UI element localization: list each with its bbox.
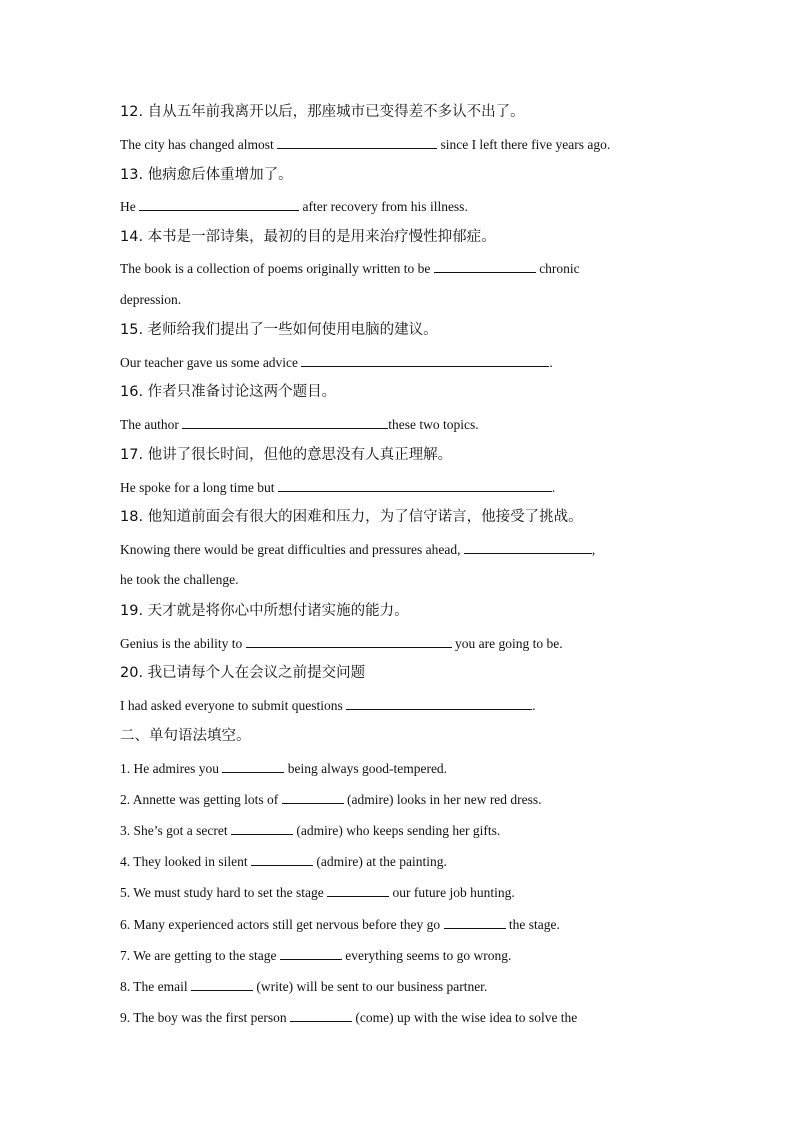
grammar-8-text-after: (write) will be sent to our business partner. — [252, 979, 488, 994]
question-16-chinese: 16. 作者只准备讨论这两个题目。 — [120, 384, 337, 400]
grammar-item-5 — [120, 883, 515, 902]
question-14-english — [120, 259, 580, 278]
grammar-7-blank[interactable] — [280, 946, 342, 960]
grammar-4-blank[interactable] — [251, 852, 313, 866]
grammar-item-3 — [120, 821, 500, 840]
grammar-8-text-before: 8. The email — [120, 979, 191, 994]
question-12-text-after: since I left there five years ago. — [437, 137, 611, 152]
grammar-6-text-before: 6. Many experienced actors still get nervous before they go — [120, 917, 444, 932]
grammar-2-blank[interactable] — [282, 790, 344, 804]
question-17-english — [120, 478, 555, 497]
question-19-blank[interactable] — [246, 634, 452, 648]
grammar-item-1 — [120, 759, 447, 778]
question-16-blank[interactable] — [182, 415, 388, 429]
question-18-text-before: Knowing there would be great difficulties and pressures ahead, — [120, 542, 464, 557]
question-20-chinese: 20. 我已请每个人在会议之前提交问题 — [120, 665, 366, 681]
grammar-item-6 — [120, 915, 560, 934]
question-19-english — [120, 634, 563, 653]
question-14-english-continued: depression. — [120, 292, 182, 307]
question-12-english — [120, 135, 610, 154]
grammar-7-text-before: 7. We are getting to the stage — [120, 948, 280, 963]
question-17-text-before: He spoke for a long time but — [120, 480, 278, 495]
grammar-1-text-before: 1. He admires you — [120, 761, 223, 776]
question-20-text-after: . — [532, 698, 536, 713]
question-19-text-before: Genius is the ability to — [120, 636, 246, 651]
question-12-chinese: 12. 自从五年前我离开以后，那座城市已变得差不多认不出了。 — [120, 104, 525, 120]
question-13-text-before: He — [120, 199, 140, 214]
grammar-2-text-before: 2. Annette was getting lots of — [120, 792, 282, 807]
question-14-chinese: 14. 本书是一部诗集，最初的目的是用来治疗慢性抑郁症。 — [120, 229, 496, 245]
grammar-3-text-before: 3. She’s got a secret — [120, 823, 231, 838]
grammar-3-text-after: (admire) who keeps sending her gifts. — [292, 823, 501, 838]
question-15-chinese: 15. 老师给我们提出了一些如何使用电脑的建议。 — [120, 322, 438, 338]
grammar-4-text-after: (admire) at the painting. — [313, 854, 447, 869]
grammar-item-9 — [120, 1008, 577, 1027]
question-17-chinese: 17. 他讲了很长时间，但他的意思没有人真正理解。 — [120, 447, 453, 463]
question-17-text-after: . — [551, 480, 556, 495]
grammar-9-text-before: 9. The boy was the first person — [120, 1010, 290, 1025]
question-15-english — [120, 353, 553, 372]
question-18-chinese: 18. 他知道前面会有很大的困难和压力，为了信守诺言，他接受了挑战。 — [120, 509, 583, 525]
question-13-chinese: 13. 他病愈后体重增加了。 — [120, 167, 293, 183]
grammar-item-2 — [120, 790, 542, 809]
question-18-english — [120, 540, 595, 559]
question-13-english — [120, 197, 468, 216]
grammar-5-text-before: 5. We must study hard to set the stage — [120, 885, 328, 900]
question-12-blank[interactable] — [277, 135, 437, 149]
grammar-1-text-after: being always good-tempered. — [284, 761, 448, 776]
grammar-5-blank[interactable] — [327, 883, 389, 897]
question-16-english — [120, 415, 479, 434]
grammar-item-8 — [120, 977, 487, 996]
grammar-9-text-after: (come) up with the wise idea to solve the — [351, 1010, 578, 1025]
grammar-1-blank[interactable] — [222, 759, 284, 773]
grammar-7-text-after: everything seems to go wrong. — [341, 948, 512, 963]
question-12-text-before: The city has changed almost — [120, 137, 278, 152]
question-19-text-after: you are going to be. — [451, 636, 563, 651]
question-15-blank[interactable] — [301, 353, 549, 367]
grammar-item-4 — [120, 852, 447, 871]
question-20-blank[interactable] — [346, 696, 532, 710]
question-13-blank[interactable] — [139, 197, 299, 211]
grammar-5-text-after: our future job hunting. — [389, 885, 515, 900]
grammar-2-text-after: (admire) looks in her new red dress. — [343, 792, 542, 807]
grammar-6-blank[interactable] — [444, 915, 506, 929]
grammar-3-blank[interactable] — [231, 821, 293, 835]
question-18-english-continued: he took the challenge. — [120, 572, 239, 587]
question-18-text-after: , — [591, 542, 596, 557]
question-16-text-after: these two topics. — [388, 417, 479, 432]
question-14-blank[interactable] — [434, 259, 536, 273]
question-15-text-before: Our teacher gave us some advice — [120, 355, 302, 370]
grammar-item-7 — [120, 946, 511, 965]
question-18-blank[interactable] — [464, 540, 592, 554]
question-20-text-before: I had asked everyone to submit questions — [120, 698, 347, 713]
section-two-heading: 二、单句语法填空。 — [120, 728, 251, 744]
question-16-text-before: The author — [120, 417, 183, 432]
grammar-9-blank[interactable] — [290, 1008, 352, 1022]
question-14-text-before: The book is a collection of poems originally written to be — [120, 261, 434, 276]
grammar-4-text-before: 4. They looked in silent — [120, 854, 251, 869]
question-17-blank[interactable] — [278, 478, 552, 492]
question-15-text-after: . — [549, 355, 553, 370]
grammar-8-blank[interactable] — [191, 977, 253, 991]
question-19-chinese: 19. 天才就是将你心中所想付诸实施的能力。 — [120, 603, 409, 619]
question-20-english — [120, 696, 535, 715]
grammar-6-text-after: the stage. — [505, 917, 560, 932]
question-14-text-after: chronic — [535, 261, 580, 276]
question-13-text-after: after recovery from his illness. — [299, 199, 468, 214]
